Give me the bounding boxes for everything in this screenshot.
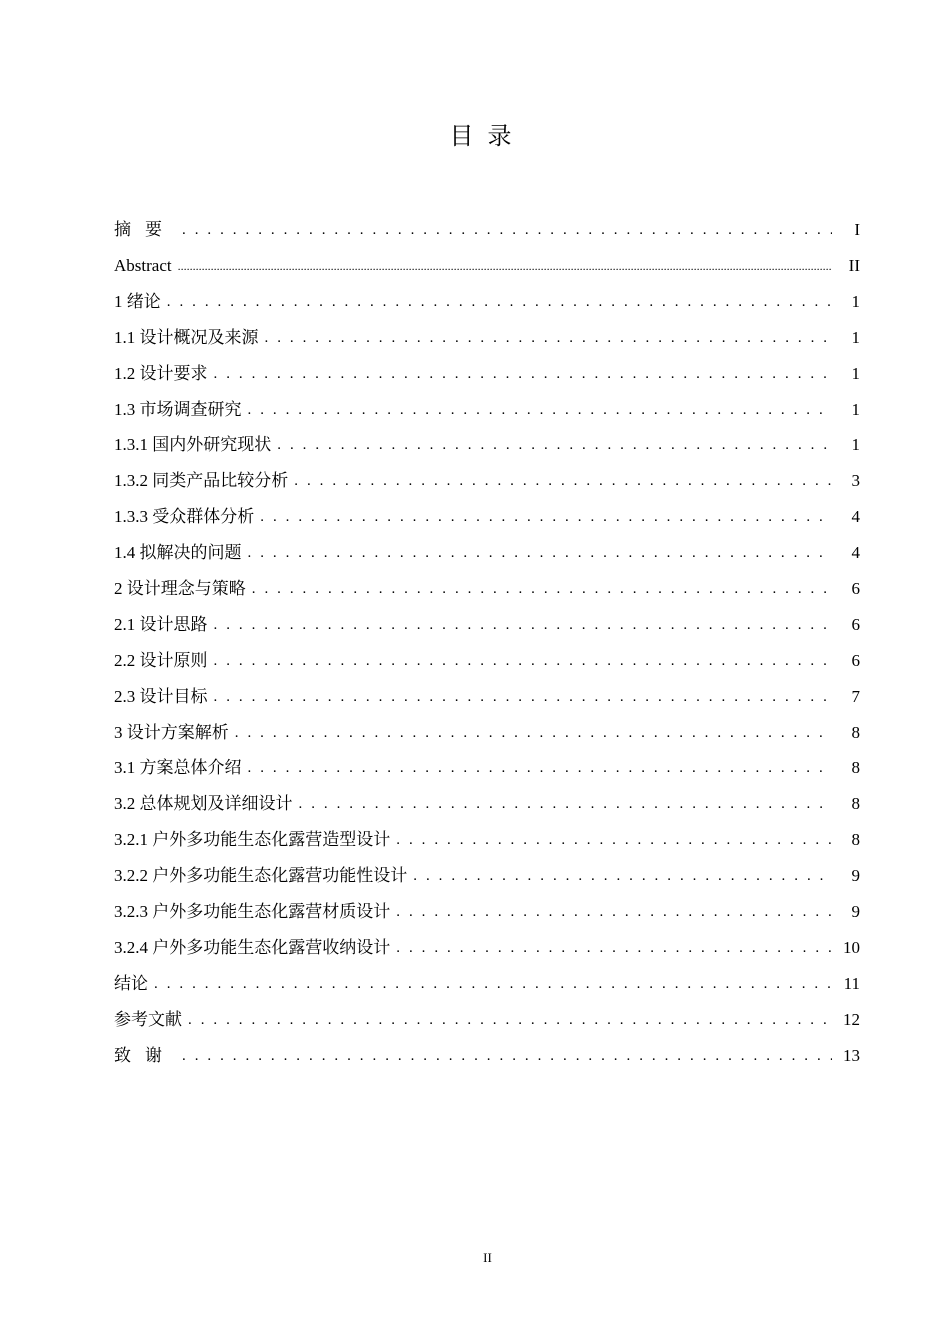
toc-entry-page: 8 (851, 830, 860, 850)
toc-entry-2-2[interactable] (114, 643, 860, 679)
toc-leader-dots (214, 363, 833, 385)
toc-entry-3-1[interactable] (114, 750, 860, 786)
toc-leader-dots (413, 865, 832, 887)
toc-entry-1-3-1[interactable] (114, 427, 860, 463)
toc-entry-label: 1.3.2 同类产品比较分析 (114, 471, 289, 491)
toc-leader-dots (252, 578, 832, 600)
toc-entry-chapter-3[interactable] (114, 715, 860, 751)
toc-entry-page: 1 (851, 363, 860, 383)
toc-leader-dots (214, 686, 833, 708)
toc-entry-page: 8 (851, 794, 860, 814)
toc-entry-1-3-3[interactable] (114, 499, 860, 535)
toc-leader-dots (294, 470, 832, 492)
toc-entry-label: 1.2 设计要求 (114, 363, 208, 383)
toc-leader-dots (260, 506, 832, 528)
toc-entry-page: 1 (851, 435, 860, 455)
toc-leader-dots (248, 399, 833, 421)
toc-entry-label: 2.1 设计思路 (114, 614, 208, 634)
toc-entry-3-2[interactable] (114, 786, 860, 822)
toc-leader-dots (182, 219, 832, 241)
toc-entry-3-2-2[interactable] (114, 858, 860, 894)
toc-entry-label: Abstract (114, 255, 172, 275)
toc-entry-label: 摘要 (114, 219, 176, 239)
toc-entry-label: 1.4 拟解决的问题 (114, 543, 242, 563)
toc-entry-2-3[interactable] (114, 679, 860, 715)
toc-leader-dots (299, 793, 833, 815)
toc-leader-dots (396, 901, 832, 923)
toc-entry-page: 3 (851, 471, 860, 491)
toc-leader-dots (277, 434, 832, 456)
toc-entry-label: 1.3 市场调查研究 (114, 399, 242, 419)
toc-entry-page: 1 (851, 399, 860, 419)
toc-entry-page: II (848, 255, 860, 275)
toc-entry-label: 2.3 设计目标 (114, 686, 208, 706)
toc-leader-dots (235, 722, 832, 744)
toc-entry-1-2[interactable] (114, 356, 860, 392)
toc-leader-dots (265, 327, 833, 349)
toc-leader-dots (396, 937, 832, 959)
toc-entry-label: 2 设计理念与策略 (114, 578, 246, 598)
toc-entry-chapter-2[interactable] (114, 571, 860, 607)
toc-leader-dots (248, 757, 833, 779)
toc-entry-label: 致谢 (114, 1045, 176, 1065)
toc-entry-page: 4 (851, 507, 860, 527)
toc-entry-label: 1.3.1 国内外研究现状 (114, 435, 272, 455)
toc-entry-label: 3.2.4 户外多功能生态化露营收纳设计 (114, 937, 391, 957)
toc-entry-page: 12 (843, 1009, 860, 1029)
toc-entry-page: 1 (851, 291, 860, 311)
toc-leader-dots (188, 1009, 832, 1031)
toc-entry-1-3-2[interactable] (114, 463, 860, 499)
toc-leader-dots (167, 291, 832, 313)
page-number: II (483, 1250, 492, 1265)
toc-leader-dots (214, 650, 833, 672)
toc-leader-dots (154, 973, 832, 995)
toc-entry-label: 3.1 方案总体介绍 (114, 758, 242, 778)
toc-entry-page: 1 (851, 327, 860, 347)
toc-entry-page: 9 (851, 866, 860, 886)
toc-leader-dots (248, 542, 833, 564)
toc-entry-label: 结论 (114, 973, 148, 993)
toc-entry-label: 3.2.2 户外多功能生态化露营功能性设计 (114, 866, 408, 886)
toc-entry-page: 13 (843, 1045, 860, 1065)
toc-entry-label: 3 设计方案解析 (114, 722, 229, 742)
toc-entry-label: 参考文献 (114, 1009, 182, 1029)
toc-entry-page: 11 (843, 973, 860, 993)
toc-entry-label: 1 绪论 (114, 291, 161, 311)
toc-entry-page: 6 (851, 614, 860, 634)
toc-entry-label: 3.2 总体规划及详细设计 (114, 794, 293, 814)
toc-entry-page: 6 (851, 650, 860, 670)
toc-entry-page: 4 (851, 543, 860, 563)
toc-entry-page: 7 (851, 686, 860, 706)
toc-entry-2-1[interactable] (114, 607, 860, 643)
toc-leader-dots (182, 1045, 832, 1067)
page-title: 目录 (449, 122, 526, 150)
toc-entry-page: I (854, 219, 860, 239)
toc-entry-label: 1.3.3 受众群体分析 (114, 507, 255, 527)
toc-entry-1-3[interactable] (114, 392, 860, 428)
toc-entry-label: 1.1 设计概况及来源 (114, 327, 259, 347)
toc-entry-page: 8 (851, 722, 860, 742)
toc-entry-acknowledgements[interactable] (114, 1038, 860, 1074)
toc-leader-dots (396, 829, 832, 851)
toc-entry-abstract-en[interactable] (114, 248, 860, 284)
toc-entry-chapter-1[interactable] (114, 284, 860, 320)
toc-leader-dots (214, 614, 833, 636)
toc-entry-page: 10 (843, 937, 860, 957)
toc-entry-page: 6 (851, 578, 860, 598)
toc-entry-3-2-4[interactable] (114, 930, 860, 966)
toc-entry-references[interactable] (114, 1002, 860, 1038)
toc-entry-conclusion[interactable] (114, 966, 860, 1002)
toc-entry-page: 8 (851, 758, 860, 778)
toc-entry-3-2-1[interactable] (114, 822, 860, 858)
toc-entry-abstract-cn[interactable] (114, 212, 860, 248)
toc-entry-label: 3.2.1 户外多功能生态化露营造型设计 (114, 830, 391, 850)
toc-entry-1-4[interactable] (114, 535, 860, 571)
table-of-contents (114, 212, 860, 1073)
toc-entry-page: 9 (851, 901, 860, 921)
toc-entry-label: 2.2 设计原则 (114, 650, 208, 670)
toc-entry-label: 3.2.3 户外多功能生态化露营材质设计 (114, 901, 391, 921)
toc-leader-dots (178, 255, 832, 277)
toc-entry-3-2-3[interactable] (114, 894, 860, 930)
toc-entry-1-1[interactable] (114, 320, 860, 356)
